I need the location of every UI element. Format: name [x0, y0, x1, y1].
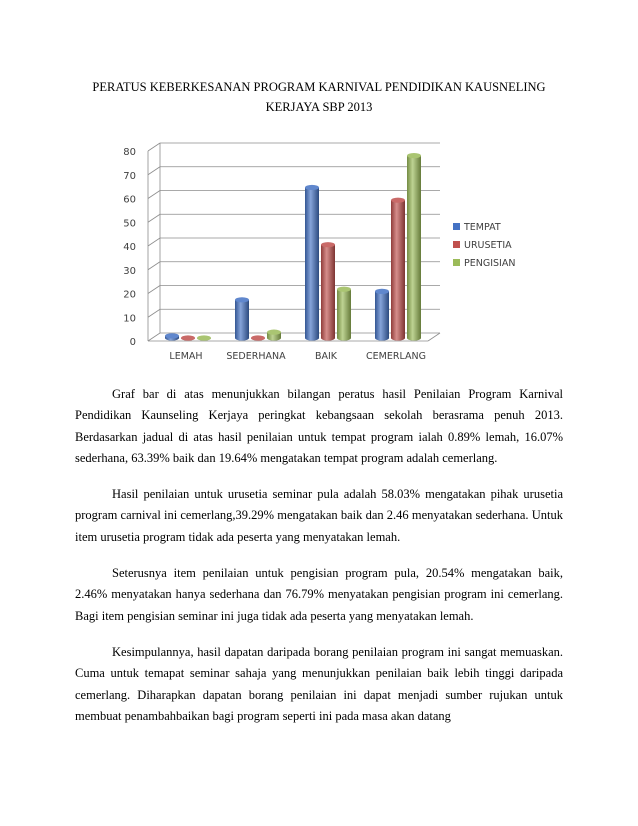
legend-label-tempat: TEMPAT	[464, 222, 501, 233]
bar-cap	[375, 289, 389, 294]
gridline-depth	[148, 238, 160, 246]
x-tick-label: LEMAH	[169, 351, 203, 362]
bar-urusetia-sederhana	[251, 335, 265, 340]
gridline-depth	[148, 309, 160, 317]
bar-tempat-sederhana	[235, 297, 249, 340]
gridline-depth	[148, 333, 160, 341]
y-tick-label: 20	[123, 289, 136, 301]
gridline-depth	[148, 262, 160, 270]
y-tick-label: 80	[123, 147, 136, 158]
gridline-depth	[148, 167, 160, 175]
bar-body	[337, 289, 351, 340]
bar-body	[321, 245, 335, 341]
gridline-depth	[148, 286, 160, 294]
paragraph-conclusion: Kesimpulannya, hasil dapatan daripada borang penilaian program ini sangat memuaskan. Cuma untuk temapat seminar sahaja yang menunjukkan penilaian baik lebih tinggi daripada cemerlang. Diharapkan dapatan borang penilaian ini dapat menjadi sumber rujukan untuk membuat penambahbaikan bagi program seperti ini pada masa akan datang	[75, 645, 563, 724]
bar-pengisian-baik	[337, 287, 351, 341]
bar-urusetia-baik	[321, 242, 335, 341]
bar-body	[235, 300, 249, 341]
paragraph-urusetia: Hasil penilaian untuk urusetia seminar pula adalah 58.03% mengatakan pihak urusetia program carnival ini cemerlang,39.29% mengatakan baik dan 2.46 menyatakan sederhana. Untuk item urusetia program tidak ada peserta yang menyatakan lemah.	[75, 487, 563, 544]
y-tick-label: 0	[129, 337, 136, 348]
document-title-line1: PERATUS KEBERKESANAN PROGRAM KARNIVAL PENDIDIKAN KAUSNELING	[92, 80, 546, 94]
bar-chart	[98, 136, 538, 366]
gridline-depth	[148, 191, 160, 199]
bar-cap	[251, 335, 265, 340]
bar-body	[391, 200, 405, 340]
bar-urusetia-cemerlang	[391, 198, 405, 341]
bar-cap	[305, 185, 319, 190]
bar-cap	[321, 242, 335, 247]
legend-swatch-tempat	[453, 223, 460, 230]
bar-tempat-baik	[305, 185, 319, 341]
paragraph-pengisian: Seterusnya item penilaian untuk pengisian program pula, 20.54% mengatakan baik, 2.46% menyatakan hanya sederhana dan 76.79% menyatakan pengisian program ini cemerlang. Bagi item pengisian seminar ini juga tidak ada peserta yang menyatakan lemah.	[75, 566, 563, 623]
bar-pengisian-cemerlang	[407, 153, 421, 341]
legend-label-urusetia: URUSETIA	[464, 240, 512, 251]
legend-swatch-urusetia	[453, 241, 460, 248]
bar-body	[375, 291, 389, 340]
gridline-depth	[148, 214, 160, 222]
bar-cap	[235, 297, 249, 302]
x-tick-label: SEDERHANA	[226, 351, 286, 362]
y-tick-label: 50	[123, 218, 136, 230]
y-tick-label: 60	[123, 194, 136, 206]
bar-cap	[391, 198, 405, 203]
legend-label-pengisian: PENGISIAN	[464, 258, 516, 269]
bar-pengisian-lemah	[197, 335, 211, 340]
bar-tempat-cemerlang	[375, 289, 389, 341]
x-tick-label: CEMERLANG	[366, 351, 426, 362]
floor-edge	[428, 333, 440, 341]
gridline-depth	[148, 143, 160, 151]
bar-cap	[267, 330, 281, 335]
y-tick-label: 10	[123, 313, 136, 325]
x-tick-label: BAIK	[314, 351, 338, 362]
bar-pengisian-sederhana	[267, 330, 281, 341]
y-tick-label: 40	[123, 242, 136, 253]
bar-cap	[197, 335, 211, 340]
bar-tempat-lemah	[165, 333, 179, 340]
document-title-line2: KERJAYA SBP 2013	[265, 100, 373, 114]
bar-body	[305, 187, 319, 340]
legend-swatch-pengisian	[453, 259, 460, 266]
bar-cap	[165, 333, 179, 338]
paragraph-tempat: Graf bar di atas menunjukkan bilangan peratus hasil Penilaian Program Karnival Pendidikan Kaunseling Kerjaya peringkat kebangsaan sekolah berasrama penuh 2013. Berdasarkan jadual di atas hasil penilaian untuk tempat program ialah 0.89% lemah, 16.07% sederhana, 63.39% baik dan 19.64% mengatakan tempat program adalah cemerlang.	[75, 387, 563, 466]
bar-cap	[407, 153, 421, 158]
bar-cap	[337, 287, 351, 292]
y-tick-label: 70	[123, 170, 136, 182]
bar-urusetia-lemah	[181, 335, 195, 340]
bar-cap	[181, 335, 195, 340]
y-tick-label: 30	[123, 265, 136, 277]
bar-body	[407, 156, 421, 341]
